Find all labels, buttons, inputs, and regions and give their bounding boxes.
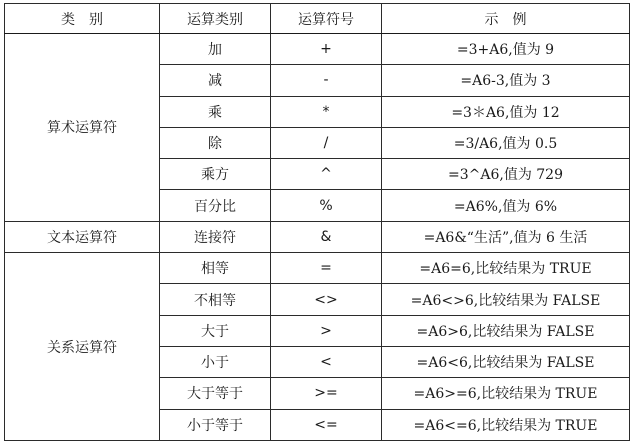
op-symbol: %	[271, 190, 382, 221]
op-example: =A6>=6,比较结果为 TRUE	[382, 378, 630, 409]
op-example: =A6=6,比较结果为 TRUE	[382, 253, 630, 284]
op-example: =A6<=6,比较结果为 TRUE	[382, 409, 630, 440]
header-operation-type: 运算类别	[160, 4, 271, 34]
op-name: 连接符	[160, 221, 271, 252]
op-name: 减	[160, 65, 271, 96]
op-example: =3+A6,值为 9	[382, 34, 630, 65]
op-symbol: =	[271, 253, 382, 284]
op-symbol: *	[271, 96, 382, 127]
op-name: 小于	[160, 346, 271, 377]
op-example: =A6&“生活”,值为 6 生活	[382, 221, 630, 252]
op-symbol: ^	[271, 159, 382, 190]
header-category: 类 别	[5, 4, 160, 34]
category-relational: 关系运算符	[5, 253, 160, 441]
op-symbol: <=	[271, 409, 382, 440]
op-example: =A6>6,比较结果为 FALSE	[382, 315, 630, 346]
op-symbol: >	[271, 315, 382, 346]
op-name: 不相等	[160, 284, 271, 315]
op-symbol: -	[271, 65, 382, 96]
op-symbol: >=	[271, 378, 382, 409]
op-symbol: <	[271, 346, 382, 377]
op-example: =3/A6,值为 0.5	[382, 127, 630, 158]
table-row	[5, 34, 630, 65]
op-symbol: +	[271, 34, 382, 65]
op-example: =A6-3,值为 3	[382, 65, 630, 96]
op-symbol: <>	[271, 284, 382, 315]
operator-table	[4, 3, 630, 441]
header-example: 示 例	[382, 4, 630, 34]
header-operator-symbol: 运算符号	[271, 4, 382, 34]
table-header-row	[5, 4, 630, 34]
op-name: 除	[160, 127, 271, 158]
op-symbol: &	[271, 221, 382, 252]
op-example: =3^A6,值为 729	[382, 159, 630, 190]
op-example: =A6<>6,比较结果为 FALSE	[382, 284, 630, 315]
op-name: 大于	[160, 315, 271, 346]
op-name: 乘	[160, 96, 271, 127]
op-name: 大于等于	[160, 378, 271, 409]
op-name: 加	[160, 34, 271, 65]
category-text: 文本运算符	[5, 221, 160, 252]
table-row	[5, 221, 630, 252]
op-name: 乘方	[160, 159, 271, 190]
op-name: 百分比	[160, 190, 271, 221]
op-example: =3＊A6,值为 12	[382, 96, 630, 127]
op-symbol: /	[271, 127, 382, 158]
table-row	[5, 253, 630, 284]
op-name: 小于等于	[160, 409, 271, 440]
category-arithmetic: 算术运算符	[5, 34, 160, 222]
op-name: 相等	[160, 253, 271, 284]
op-example: =A6<6,比较结果为 FALSE	[382, 346, 630, 377]
op-example: =A6%,值为 6%	[382, 190, 630, 221]
